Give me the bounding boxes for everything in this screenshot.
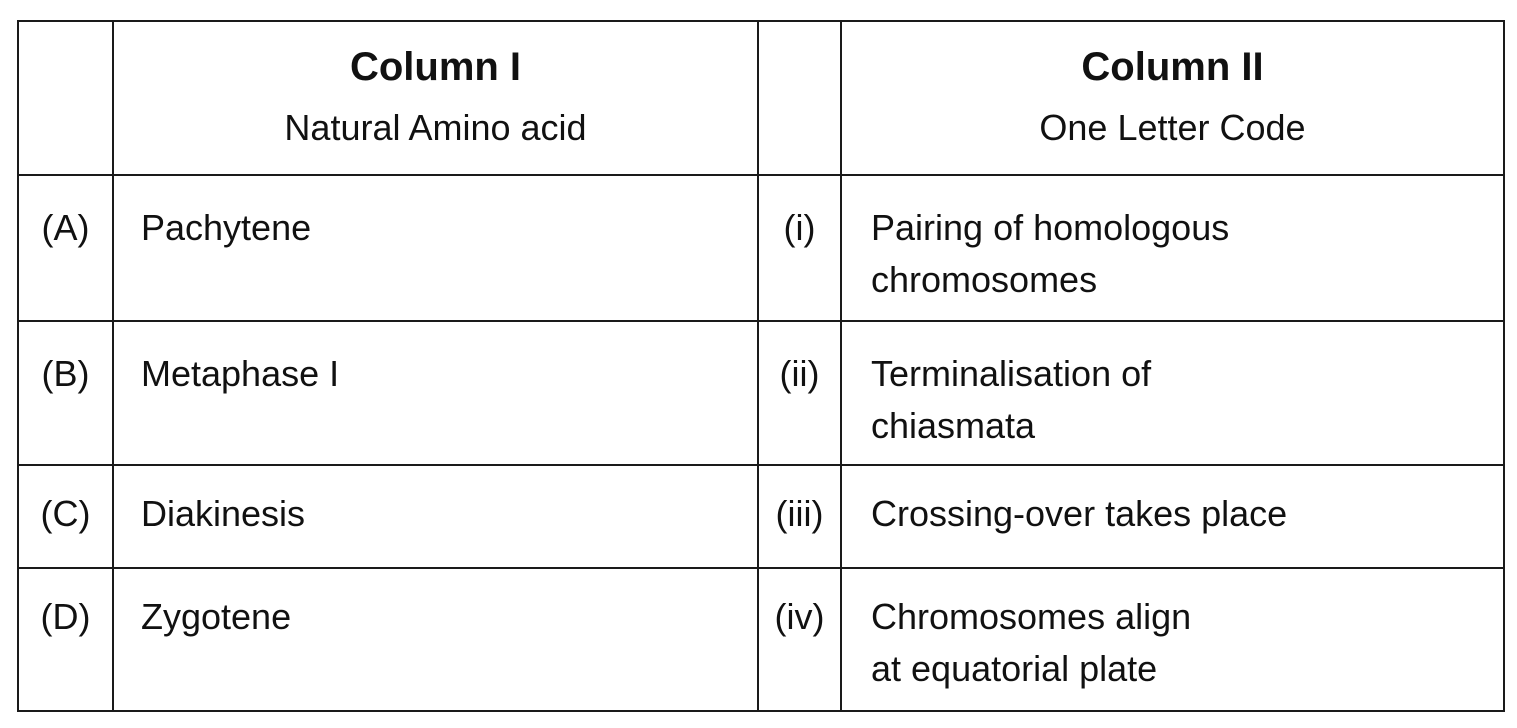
left-text: Diakinesis bbox=[141, 493, 306, 534]
header-row bbox=[18, 21, 1504, 175]
column-1-header bbox=[113, 21, 758, 175]
table-row bbox=[18, 175, 1504, 321]
column-2-title: Column II bbox=[1081, 45, 1264, 89]
header-blank-left bbox=[18, 21, 113, 175]
right-label: (ii) bbox=[779, 353, 820, 394]
left-label: (D) bbox=[40, 596, 91, 637]
right-text: Pairing of homologous chromosomes bbox=[871, 207, 1230, 300]
column-1-title: Column I bbox=[349, 45, 522, 89]
column-2-subtitle: One Letter Code bbox=[1039, 107, 1306, 148]
header-blank-right bbox=[758, 21, 841, 175]
table-row bbox=[18, 321, 1504, 465]
left-label: (B) bbox=[41, 353, 90, 394]
right-label: (iv) bbox=[774, 596, 825, 637]
right-label: (i) bbox=[783, 207, 816, 248]
right-text: Crossing-over takes place bbox=[871, 493, 1288, 534]
column-2-header bbox=[841, 21, 1504, 175]
column-1-subtitle: Natural Amino acid bbox=[284, 107, 587, 148]
left-text: Metaphase I bbox=[141, 353, 340, 394]
match-table bbox=[17, 20, 1505, 712]
right-text: Terminalisation of chiasmata bbox=[871, 353, 1152, 446]
table-row bbox=[18, 465, 1504, 568]
right-text: Chromosomes align at equatorial plate bbox=[871, 596, 1192, 689]
left-text: Pachytene bbox=[141, 207, 312, 248]
left-label: (C) bbox=[40, 493, 91, 534]
right-label: (iii) bbox=[775, 493, 824, 534]
left-text: Zygotene bbox=[141, 596, 292, 637]
left-label: (A) bbox=[41, 207, 90, 248]
table-row bbox=[18, 568, 1504, 711]
